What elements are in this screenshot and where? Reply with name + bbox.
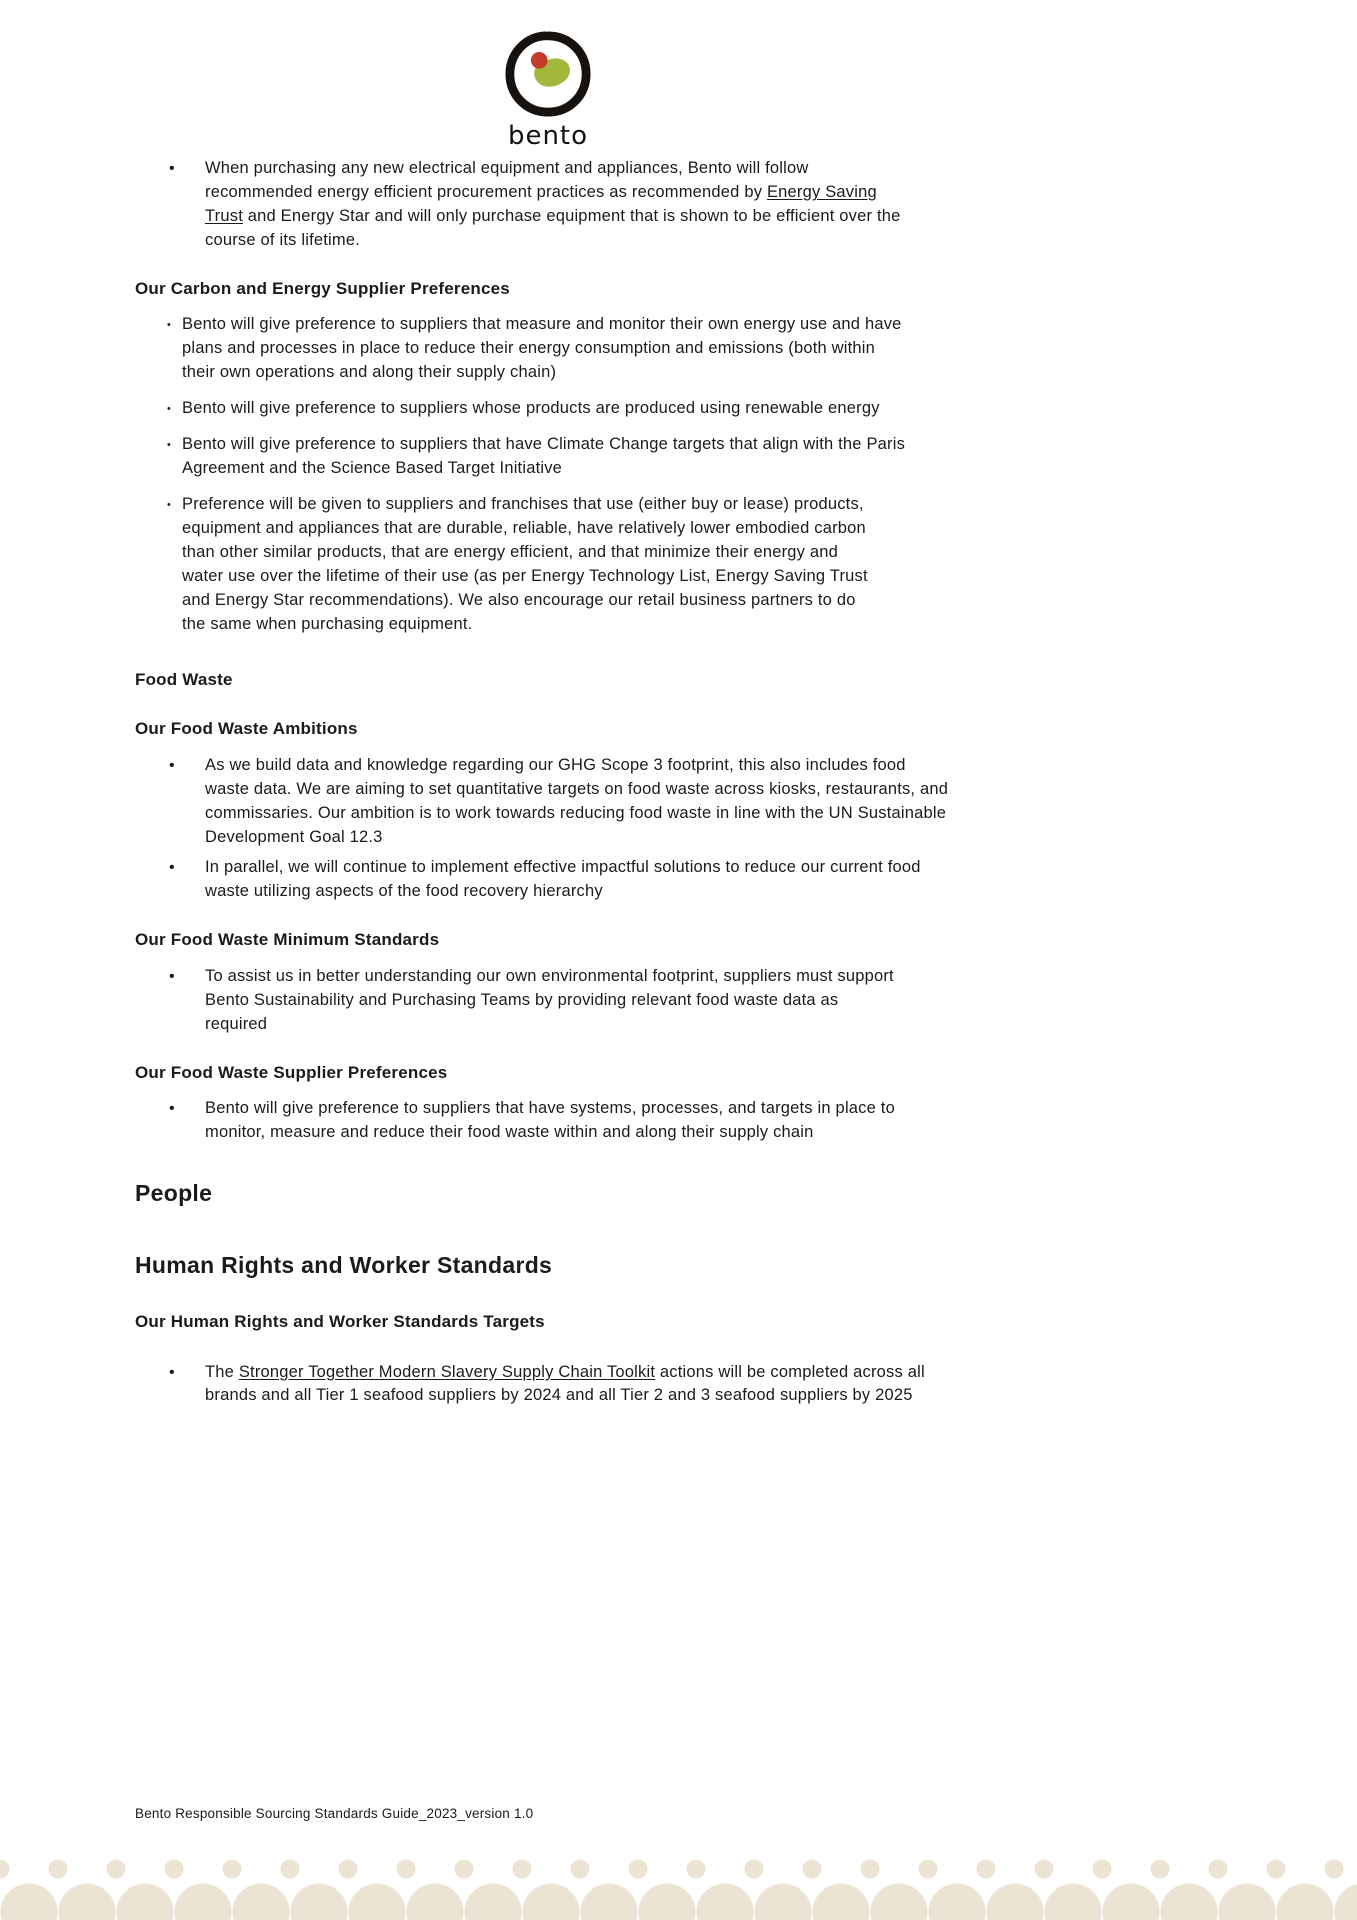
heading-human-rights-worker-standards: Human Rights and Worker Standards <box>135 1251 553 1278</box>
section-heading-food-waste-minimum-standards: Our Food Waste Minimum Standards <box>135 930 440 950</box>
list-item <box>135 965 995 1037</box>
list-item <box>135 433 995 481</box>
bento-logo-icon <box>504 30 592 118</box>
section-heading-food-waste: Food Waste <box>135 670 233 690</box>
bullet-icon: • <box>169 160 175 177</box>
stronger-together-toolkit-link[interactable]: Stronger Together Modern Slavery Supply Chain Toolkit <box>238 1362 656 1381</box>
paragraph-text: and Energy Star and will only purchase equipment that is shown to be efficient over the course of its lifetime. <box>205 206 901 249</box>
list-item <box>135 313 995 385</box>
list-item <box>135 157 995 253</box>
list-item-text: As we build data and knowledge regarding our GHG Scope 3 footprint, this also includes food waste data. We are aiming to set quantitative targets on food waste across kiosks, restaurants, and commissaries. Our ambition is to work towards reducing food waste in line with the UN Sustainable Development Goal 12.3 <box>205 755 949 846</box>
list-item-text: To assist us in better understanding our own environmental footprint, suppliers must support Bento Sustainability and Purchasing Teams by providing relevant food waste data as required <box>205 966 894 1033</box>
list-item <box>135 856 995 904</box>
brand-name: bento <box>507 121 589 151</box>
section-heading-food-waste-ambitions: Our Food Waste Ambitions <box>135 719 358 739</box>
list-item <box>135 493 995 637</box>
list-item-text <box>205 1361 973 1409</box>
energy-saving-trust-link[interactable]: Energy Saving Trust <box>205 182 877 225</box>
paragraph-text: actions will be completed across all brands and all Tier 1 seafood suppliers by 2024 and all Tier 2 and 3 seafood suppliers by 2025 <box>205 1362 925 1405</box>
list-item <box>135 754 995 850</box>
paragraph-text: When purchasing any new electrical equipment and appliances, Bento will follow recommended energy efficient procurement practices as recommended by <box>205 159 809 201</box>
section-heading-carbon-energy-supplier-preferences: Our Carbon and Energy Supplier Preferences <box>135 278 510 298</box>
list-item-text: Bento will give preference to suppliers that measure and monitor their own energy use and have plans and processes in place to reduce their energy consumption and emissions (both within their own operations and along their supply chain) <box>182 315 902 382</box>
bullet-icon: • <box>169 756 175 774</box>
paragraph-text: The <box>205 1362 239 1381</box>
bullet-icon: • <box>167 403 172 416</box>
brand-logo <box>503 30 593 151</box>
bullet-icon: • <box>169 967 175 985</box>
document-footer: Bento Responsible Sourcing Standards Guide_2023_version 1.0 <box>135 1806 534 1821</box>
list-item-text: Preference will be given to suppliers and franchises that use (either buy or lease) products, equipment and appliances that are durable, reliable, have relatively lower embodied carbon than other similar products, that are energy efficient, and that minimize their energy and water use over the lifetime of their use (as per Energy Technology List, Energy Saving Trust and Energy Star recommendations). We also encourage our retail business partners to do the same when purchasing equipment. <box>182 494 868 633</box>
list-item <box>135 1097 995 1145</box>
list-item-text: Bento will give preference to suppliers whose products are produced using renewable energy <box>182 399 880 418</box>
section-heading-human-rights-targets: Our Human Rights and Worker Standards Targets <box>135 1311 545 1331</box>
heading-people: People <box>135 1180 213 1207</box>
bullet-icon: • <box>167 319 172 332</box>
list-item-text: Bento will give preference to suppliers that have systems, processes, and targets in place to monitor, measure and reduce their food waste within and along their supply chain <box>205 1099 895 1142</box>
list-item-text: In parallel, we will continue to implement effective impactful solutions to reduce our current food waste utilizing aspects of the food recovery hierarchy <box>205 858 921 901</box>
bullet-icon: • <box>167 498 172 511</box>
document-content <box>135 157 995 1408</box>
bullet-icon: • <box>169 1363 175 1381</box>
bullet-icon: • <box>167 439 172 452</box>
list-item-text: Bento will give preference to suppliers that have Climate Change targets that align with the Paris Agreement and the Science Based Target Initiative <box>182 435 906 478</box>
bullet-icon: • <box>169 1100 175 1118</box>
logo-dot-shape <box>531 52 548 69</box>
bullet-icon: • <box>169 859 175 877</box>
section-heading-food-waste-supplier-preferences: Our Food Waste Supplier Preferences <box>135 1062 448 1082</box>
list-item-text <box>205 157 910 253</box>
decorative-dots-border <box>0 1854 1357 1920</box>
list-item <box>135 1361 995 1409</box>
list-item <box>135 397 995 421</box>
